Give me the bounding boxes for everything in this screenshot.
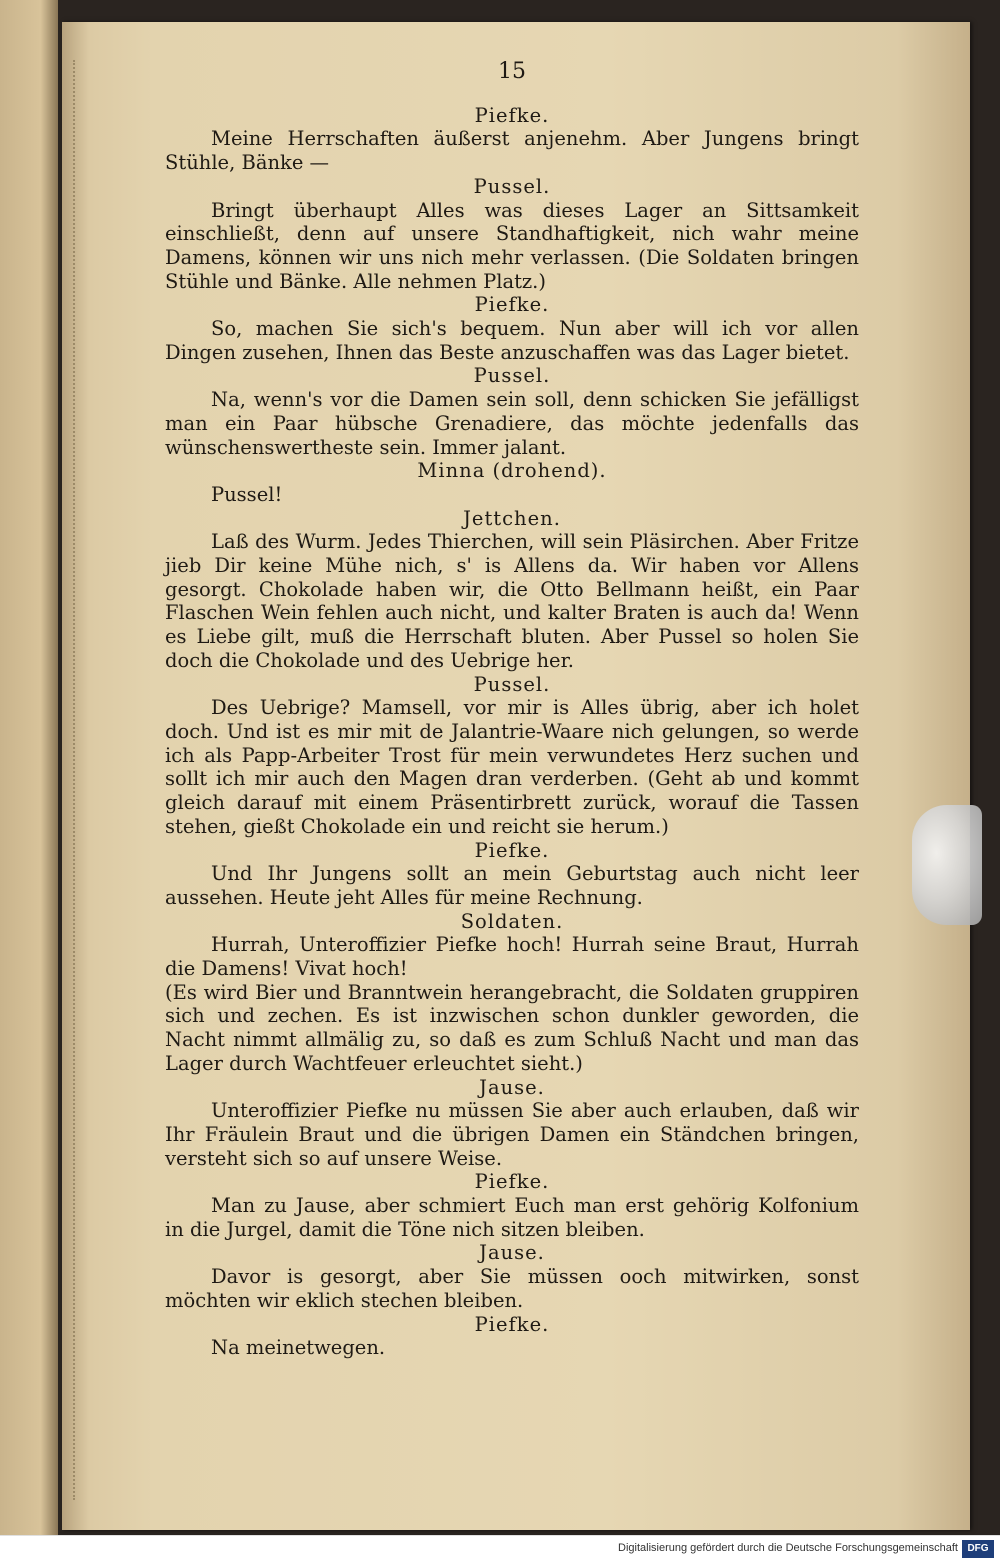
speech-text: Unteroffizier Piefke nu müssen Sie aber auch erlauben, daß wir Ihr Fräulein Braut und die übrigen Damen ein Ständchen bringen, versteht sich so auf unsere Weise. (165, 1099, 859, 1170)
speech-text: So, machen Sie sich's bequem. Nun aber will ich vor allen Dingen zusehen, Ihnen das Beste anzuschaffen was das Lager bietet. (165, 317, 859, 364)
speech-text: Man zu Jause, aber schmiert Euch man erst gehörig Kolfonium in die Jurgel, damit die Töne nich sitzen bleiben. (165, 1194, 859, 1241)
speech-text: Bringt überhaupt Alles was dieses Lager an Sittsamkeit einschließt, denn auf unsere Standhaftigkeit, nich wahr meine Damens, können wir uns nich mehr verlassen. (Die Soldaten bringen Stühle und Bänke. Alle nehmen Platz.) (165, 198, 859, 293)
stage-direction: (Es wird Bier und Branntwein herangebracht, die Soldaten gruppiren sich und zechen. Es ist inzwischen schon dunkler geworden, die Nacht nimmt allmälig zu, so daß es zum Schluß Nacht und man das Lager durch Wachtfeuer erleuchtet sieht.) (165, 980, 859, 1075)
speech-text: Laß des Wurm. Jedes Thierchen, will sein Pläsirchen. Aber Fritze jieb Dir keine Mühe nich, s' is Allens da. Wir haben vor Allens gesorgt. Chokolade haben wir, die Otto Bellmann heißt, ein Paar Flaschen Wein fehlen auch nicht, und kalter Braten is auch da! Wenn es Liebe gilt, muß die Herrschaft bluten. Aber Pussel so holen Sie doch die Chokolade und des Uebrige her. (165, 530, 859, 672)
speaker-name: Pussel. (473, 174, 551, 198)
footer-credit: Digitalisierung gefördert durch die Deutsche Forschungsgemeinschaft (618, 1542, 958, 1554)
speaker-name: Pussel. (473, 364, 551, 388)
dfg-logo: DFG (962, 1540, 994, 1558)
speaker-name: Piefke. (474, 103, 550, 127)
speaker-name: Pussel. (473, 672, 551, 696)
speech-text: Davor is gesorgt, aber Sie müssen ooch mitwirken, sonst möchten wir eklich stechen bleiben. (165, 1265, 859, 1312)
speaker-name: Jause. (479, 1075, 545, 1099)
speech-text: Pussel! (211, 482, 283, 506)
binding-stitch (73, 60, 78, 1500)
scanner-thumb-mark (912, 805, 982, 925)
speech-text: Na, wenn's vor die Damen sein soll, denn schicken Sie jefälligst man ein Paar hübsche Grenadiere, das möchte jedenfalls das wünschenswertheste sein. Immer jalant. (165, 388, 859, 459)
speaker-name: Jause. (479, 1241, 545, 1265)
speaker-name: Piefke. (474, 293, 550, 317)
speaker-name: Minna (drohend). (417, 459, 607, 483)
speech-text: Und Ihr Jungens sollt an mein Geburtstag auch nicht leer aussehen. Heute jeht Alles für meine Rechnung. (165, 862, 859, 909)
speech-text: Na meinetwegen. (211, 1336, 386, 1360)
page-text (165, 60, 859, 1360)
speaker-name: Piefke. (474, 1170, 550, 1194)
page-number: 15 (498, 59, 526, 84)
speech-text: Meine Herrschaften äußerst anjenehm. Aber Jungens bringt Stühle, Bänke — (165, 127, 859, 175)
footer-bar (0, 1535, 1000, 1563)
speaker-name: Piefke. (474, 1312, 550, 1336)
speech-text: Des Uebrige? Mamsell, vor mir is Alles übrig, aber ich holet doch. Und ist es mir mit de Jalantrie-Waare nich gelungen, so werde ich als Papp-Arbeiter Trost für mein verwundetes Herz suchen und sollt ich mir auch den Magen dran verderben. (Geht ab und kommt gleich darauf mit einem Präsentirbrett zurück, worauf die Tassen stehen, gießt Chokolade ein und reicht sie herum.) (165, 696, 859, 838)
speaker-name: Jettchen. (463, 506, 561, 530)
speaker-name: Piefke. (474, 838, 550, 862)
previous-page-edge (0, 0, 58, 1535)
speaker-name: Soldaten. (460, 909, 564, 933)
speech-text: Hurrah, Unteroffizier Piefke hoch! Hurrah seine Braut, Hurrah die Damens! Vivat hoch! (165, 933, 859, 981)
